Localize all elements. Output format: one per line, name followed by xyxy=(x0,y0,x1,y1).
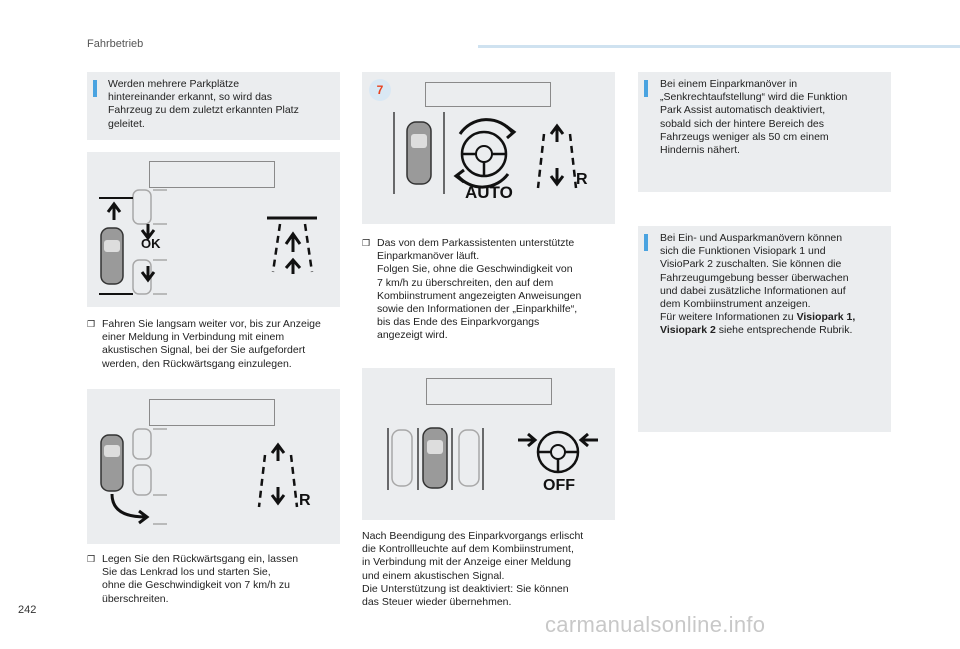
info-icon xyxy=(93,80,97,97)
r-label: R xyxy=(576,171,588,188)
info-text: Bei einem Einparkmanöver in „Senkrechtaufstellung“ wird die Funktion Park Assist automatisch deaktiviert, sobald sich der hintere Bereich des Fahrzeugs weniger als 50 cm einem Hindernis nähert. xyxy=(660,78,848,157)
info-box-visiopark xyxy=(638,226,891,432)
off-scene xyxy=(362,368,615,520)
info-box-multiple-spaces xyxy=(87,72,340,140)
ok-label: OK xyxy=(141,236,161,251)
info-icon xyxy=(644,80,648,97)
info-text-main: Bei Ein- und Ausparkmanövern können sich die Funktionen Visiopark 1 und VisioPark 2 zuschalten. Sie können die Fahrzeugumgebung besser überwachen und dabei zusätzliche Informationen auf dem Kombiinstrument anzeigen. Für weitere Informationen zu xyxy=(660,232,849,324)
end-of-maneuver-text: Nach Beendigung des Einparkvorgangs erlischt die Kontrollleuchte auf dem Kombiinstrument, in Verbindung mit der Anzeige einer Meldung und einem akustischen Signal. Die Unterstützung ist deaktiviert: Sie können das Steuer wieder übernehmen. xyxy=(362,530,584,609)
watermark: carmanualsonline.info xyxy=(545,612,766,637)
checkbox-icon: ❒ xyxy=(87,319,96,329)
info-text-tail: siehe entsprechende Rubrik. xyxy=(715,324,853,337)
info-box-perpendicular xyxy=(638,72,891,192)
header-divider xyxy=(478,45,960,48)
info-text: Werden mehrere Parkplätze hintereinander erkannt, so wird das Fahrzeug zu dem zuletzt erkannten Platz geleitet. xyxy=(108,78,299,130)
figure-forward-ok xyxy=(87,152,340,307)
step-text: Legen Sie den Rückwärtsgang ein, lassen Sie das Lenkrad los und starten Sie, ohne die Geschwindigkeit von 7 km/h zu überschreiten. xyxy=(102,553,299,605)
visiopark-reference: Visiopark 1, Visiopark 2 xyxy=(660,311,856,337)
figure-reverse xyxy=(87,389,340,544)
info-text xyxy=(660,232,888,338)
step-text: Fahren Sie langsam weiter vor, bis zur Anzeige einer Meldung in Verbindung mit einem akustischen Signal, bei der Sie aufgefordert werden, den Rückwärtsgang einzulegen. xyxy=(102,318,321,370)
auto-label: AUTO xyxy=(465,183,513,202)
r-label: R xyxy=(299,492,311,509)
checkbox-icon: ❒ xyxy=(87,554,96,564)
step-text: Das von dem Parkassistenten unterstützte Einparkmanöver läuft. Folgen Sie, ohne die Geschwindigkeit von 7 km/h zu überschreiten, den auf dem Kombiinstrument angezeigten Anweisungen sowie den Informationen der „Einparkhilfe“, bis das Ende des Einparkvorgangs angezeigt wird. xyxy=(377,237,582,342)
figure-auto-steering xyxy=(362,72,615,224)
parking-scene-ok xyxy=(87,152,340,307)
figure-off xyxy=(362,368,615,520)
off-label: OFF xyxy=(543,477,575,494)
section-title: Fahrbetrieb xyxy=(87,38,144,50)
info-icon xyxy=(644,234,648,251)
figure-number-badge: 7 xyxy=(369,79,391,101)
checkbox-icon: ❒ xyxy=(362,238,371,248)
step-drive-forward xyxy=(87,318,340,374)
parking-scene-reverse xyxy=(87,389,340,544)
auto-steering-scene xyxy=(362,72,615,224)
page-number: 242 xyxy=(18,604,37,616)
step-engage-reverse xyxy=(87,553,340,609)
step-assisted-maneuver xyxy=(362,237,618,347)
